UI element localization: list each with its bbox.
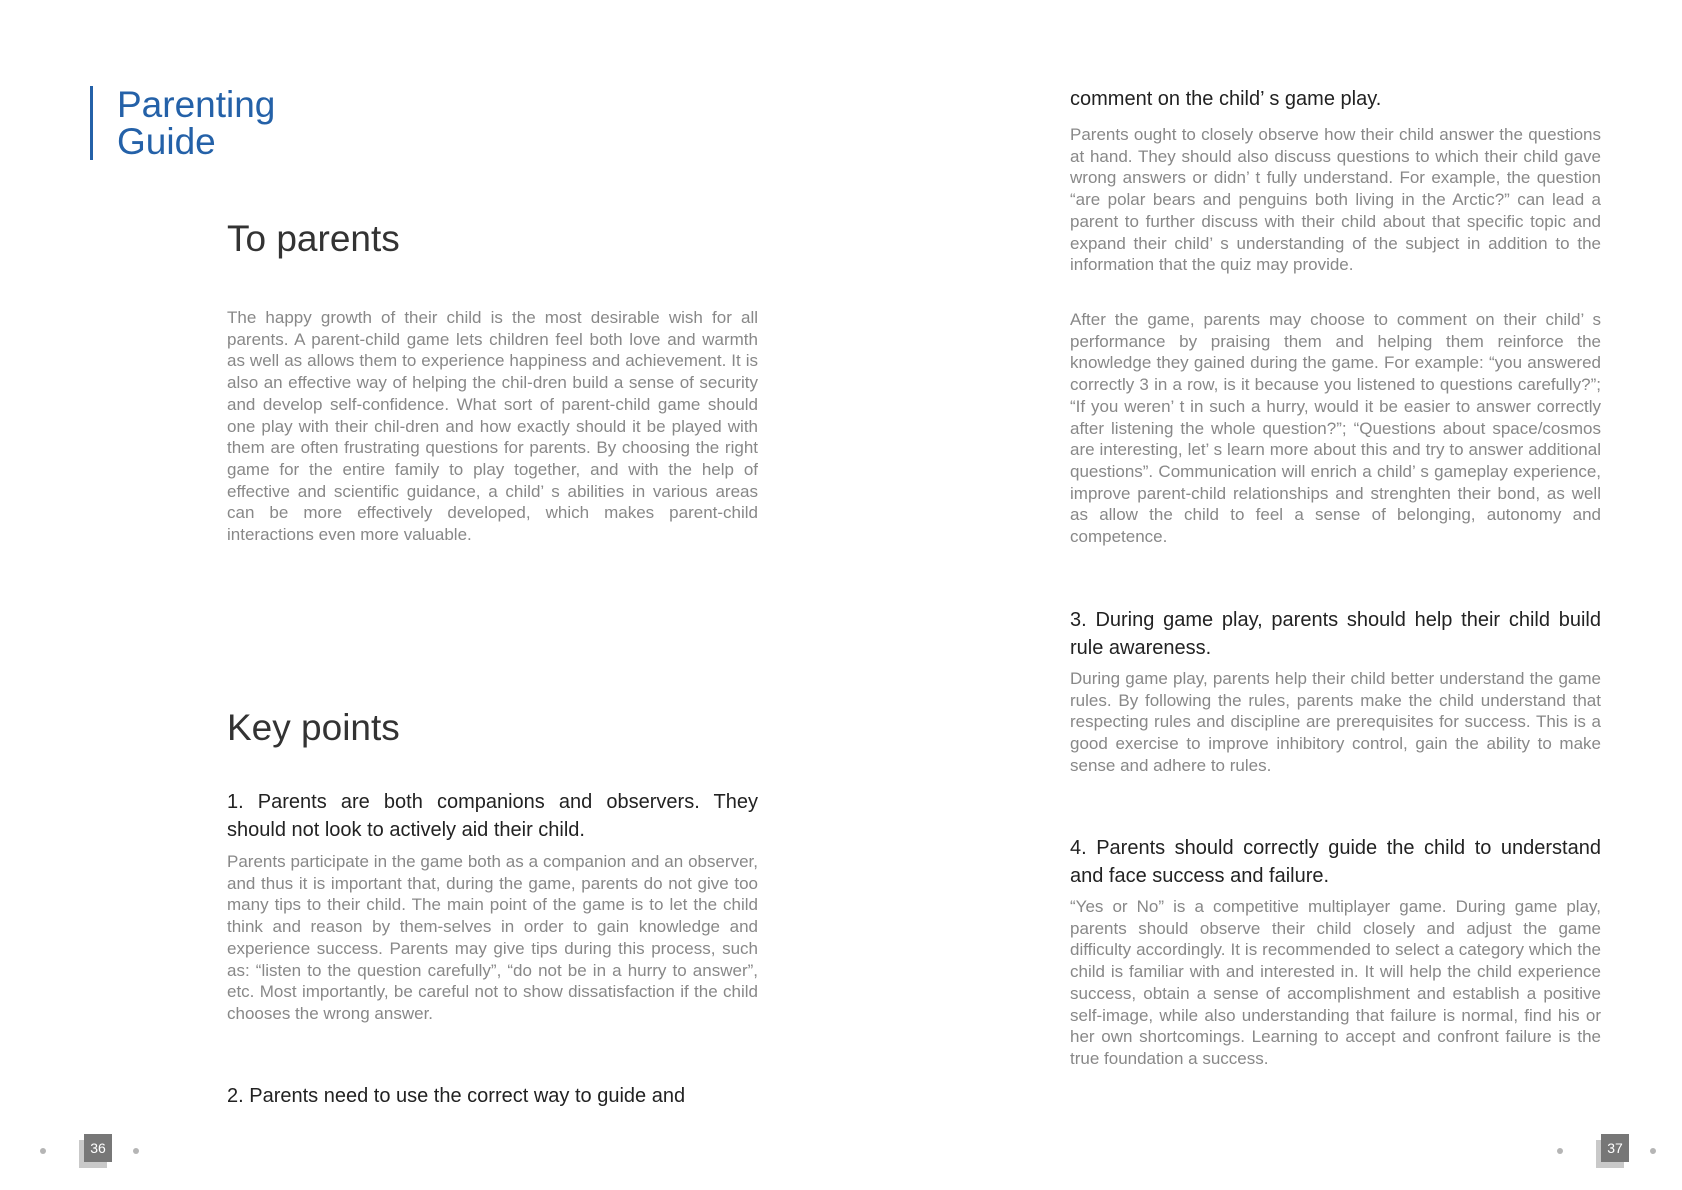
section-title-line-1: Parenting bbox=[117, 84, 276, 125]
right-page bbox=[841, 0, 1682, 1190]
point-1-title: 1. Parents are both companions and observers. They should not look to actively aid their child. bbox=[227, 791, 758, 841]
point-4-paragraph: “Yes or No” is a competitive multiplayer game. During game play, parents should observe their child closely and adjust the game difficulty accordingly. It is recommended to select a category which the child is familiar with and interested in. It will help the child experience success, obtain a sense of accomplishment and establish a positive self-image, while also understanding that failure is normal, find his or her own shortcomings. Learning to accept and confront failure is the true foundation a success. bbox=[1070, 897, 1601, 1068]
pager-dot-left bbox=[40, 1148, 46, 1154]
point-4-title: 4. Parents should correctly guide the child to understand and face success and failure. bbox=[1070, 837, 1601, 887]
pager-dot-left bbox=[1557, 1148, 1563, 1154]
page-number: 36 bbox=[84, 1134, 112, 1162]
pager-dot-right bbox=[133, 1148, 139, 1154]
section-title-line-2: Guide bbox=[117, 121, 216, 162]
point-2-paragraph-b: After the game, parents may choose to comment on their child’ s performance by praising them and helping them reinforce the knowledge they gained during the game. For example: “you answered correctly 3 in a row, is it because you listened to questions carefully?”; “If you weren’ t in such a hurry, would it be easier to answer correctly after listening the whole question?”; “Questions about space/cosmos are interesting, let’ s learn more about this and try to answer additional questions”. Communication will enrich a child’ s gameplay experience, improve parent-child relationships and strenghten their bond, as well as allow the child to feel a sense of belonging, autonomy and competence. bbox=[1070, 310, 1601, 547]
section-title bbox=[90, 86, 275, 160]
page-number: 37 bbox=[1601, 1134, 1629, 1162]
to-parents-heading: To parents bbox=[227, 218, 400, 259]
point-2-title-end: comment on the child’ s game play. bbox=[1070, 88, 1382, 110]
page-number-indicator bbox=[40, 1134, 160, 1174]
pager-dot-right bbox=[1650, 1148, 1656, 1154]
key-points-heading: Key points bbox=[227, 707, 400, 748]
point-3-title: 3. During game play, parents should help their child build rule awareness. bbox=[1070, 609, 1601, 659]
point-1-paragraph: Parents participate in the game both as a companion and an observer, and thus it is important that, during the game, parents do not give too many tips to their child. The main point of the game is to let the child think and reason by them-selves in order to gain knowledge and experience success. Parents may give tips during this process, such as: “listen to the question carefully”, “do not be in a hurry to answer”, etc. Most importantly, be careful not to show dissatisfaction if the child chooses the wrong answer. bbox=[227, 852, 758, 1023]
point-2-paragraph-a: Parents ought to closely observe how their child answer the questions at hand. They should also discuss questions to which their child gave wrong answers or didn’ t fully understand. For example, the question “are polar bears and penguins both living in the Arctic?” can lead a parent to further discuss with their child about that specific topic and expand their child’ s understanding of the subject in addition to the information that the quiz may provide. bbox=[1070, 125, 1601, 275]
to-parents-paragraph: The happy growth of their child is the most desirable wish for all parents. A parent-child game lets children feel both love and warmth as well as allows them to experience happiness and achievement. It is also an effective way of helping the chil-dren build a sense of security and develop self-confidence. What sort of parent-child game should one play with their chil-dren and how exactly should it be played with them are often frustrating questions for parents. By choosing the right game for the entire family to play together, and with the help of effective and scientific guidance, a child’ s abilities in various areas can be more effectively developed, which makes parent-child interactions even more valuable. bbox=[227, 308, 758, 545]
point-3-paragraph: During game play, parents help their child better understand the game rules. By following the rules, parents make the child understand that respecting rules and discipline are prerequisites for success. This is a good exercise to improve inhibitory control, gain the ability to make sense and adhere to rules. bbox=[1070, 669, 1601, 775]
point-2-title-start: 2. Parents need to use the correct way to guide and bbox=[227, 1085, 686, 1107]
page-number-indicator bbox=[1557, 1134, 1677, 1174]
